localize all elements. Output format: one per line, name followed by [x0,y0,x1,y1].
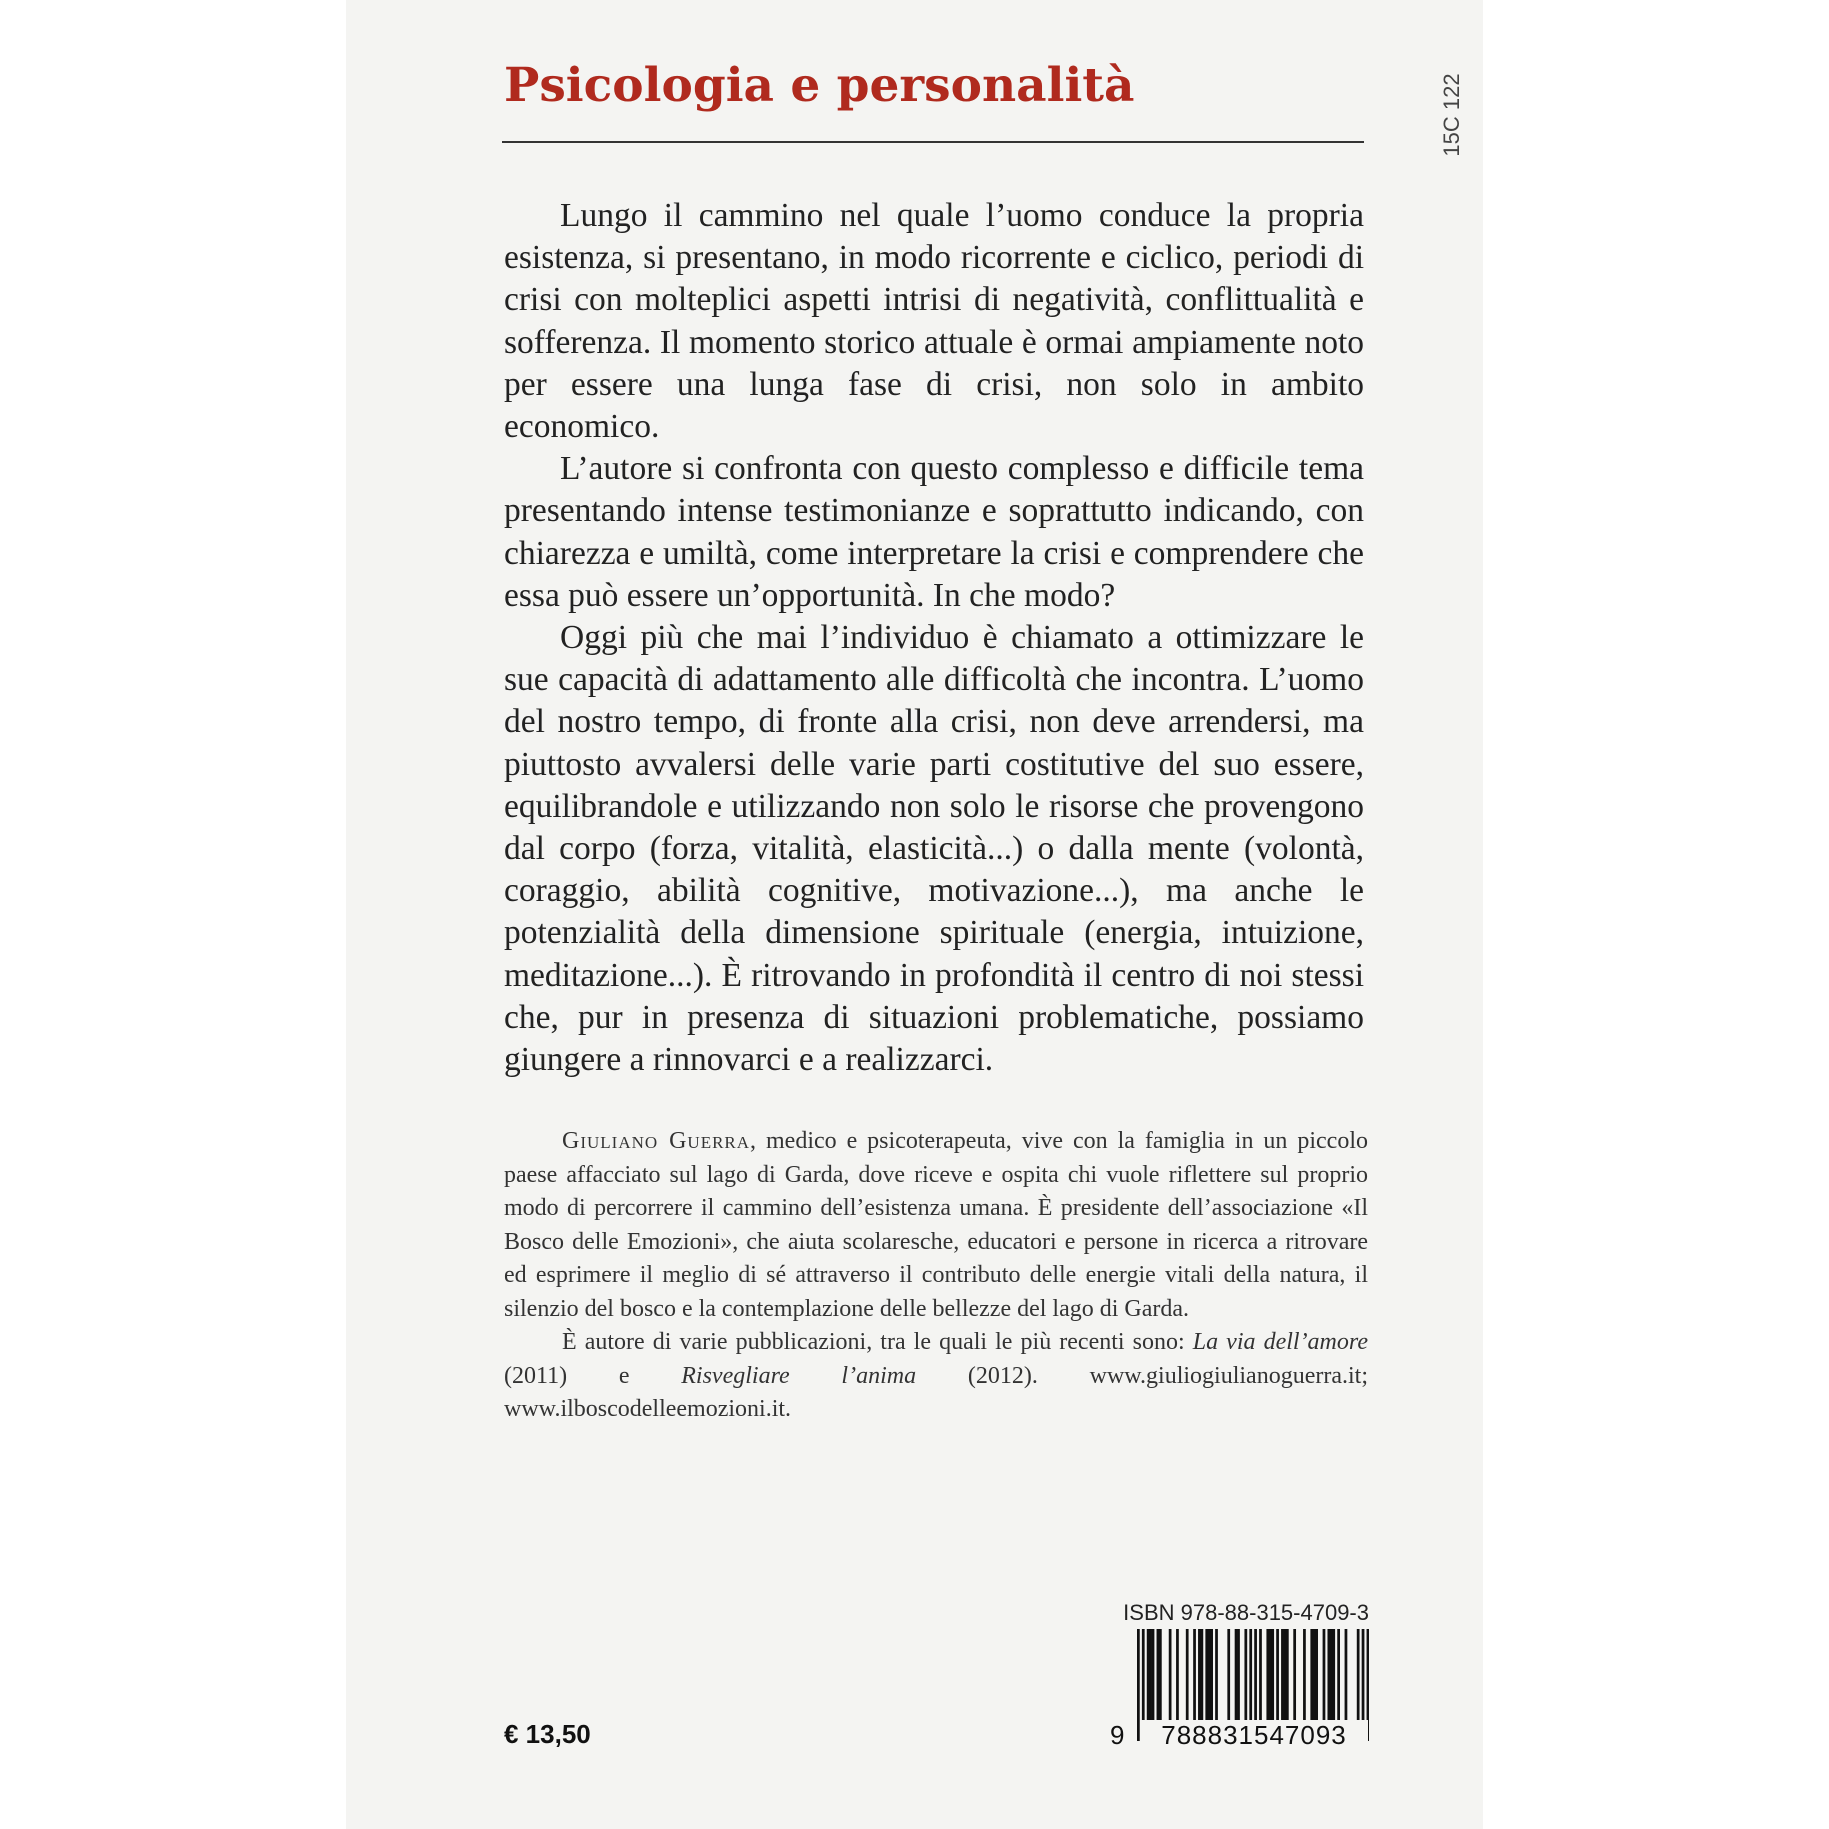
barcode-digit-string: 788831547093 [1140,1720,1368,1751]
description-paragraph-1: Lungo il cammino nel quale l’uomo conduce la propria esistenza, si presentano, in modo ricorrente e ciclico, periodi di crisi con molteplici aspetti intrisi di negatività, conflittualità e sofferenza. Il momento storico attuale è ormai ampiamente noto per essere una lunga fase di crisi, non solo in ambito economico. [504,197,1364,446]
barcode-bar [1357,1629,1360,1721]
author-name: Giuliano Guerra [562,1128,751,1154]
barcode-bar [1159,1629,1162,1721]
description-paragraph-3: Oggi più che mai l’individuo è chiamato a ottimizzare le sue capacità di adattamento alle difficoltà che incontra. L’uomo del nostro tempo, di fronte alla crisi, non deve arrendersi, ma piuttosto avvalersi delle varie parti costitutive del suo essere, equilibrandole e utilizzando non solo le risorse che provengono dal corpo (forza, vitalità, elasticità...) o dalla mente (volontà, coraggio, abilità cognitive, motivazione...), ma anche le potenzialità della dimensione spirituale (energia, intuizione, meditazione...). È ritrovando in profondità il centro di noi stessi che, pur in presenza di situazioni problematiche, possiamo giungere a rinnovarci e a realizzarci. [504,619,1364,1079]
barcode-bar [1315,1629,1318,1721]
barcode-bar [1208,1629,1211,1721]
barcode-bar [1330,1629,1333,1721]
price: € 13,50 [504,1719,591,1749]
barcode-bar [1200,1629,1203,1721]
barcode-bar [1198,1629,1201,1721]
book-title-2: Risvegliare l’anima [681,1362,917,1389]
barcode-bar [1237,1629,1240,1721]
barcode-bar [1271,1629,1274,1721]
barcode-bar [1149,1629,1152,1721]
barcode-bar [1186,1629,1189,1721]
author-bio-paragraph-1 [504,1125,1368,1326]
barcode-bar [1286,1629,1289,1721]
barcode-bar [1244,1629,1247,1721]
barcode-bar [1227,1629,1230,1721]
barcode-bar [1235,1629,1238,1721]
barcode-bar [1147,1629,1150,1721]
barcode-bar [1205,1629,1208,1721]
barcode-bar [1210,1629,1213,1721]
barcode-bar [1259,1629,1262,1721]
book-description [504,195,1364,1081]
publications-end: (2012). www.giuliogiulianoguerra.it; www.ilboscodelleemozioni.it. [504,1362,1369,1422]
barcode-bar [1157,1629,1160,1721]
barcode-bar [1327,1629,1330,1721]
barcode-bar [1169,1629,1172,1721]
barcode-bar [1266,1629,1269,1721]
barcode-bar [1332,1629,1335,1721]
book-series-title: Psicologia e personalità [504,58,1135,113]
book-title-1: La via dell’amore [1192,1329,1368,1355]
barcode-bar [1215,1629,1218,1721]
barcode-bar [1303,1629,1306,1721]
barcode-bar [1281,1629,1284,1721]
title-divider [502,141,1364,143]
publications-mid: (2011) e [504,1362,682,1389]
barcode-first-digit: 9 [1110,1720,1125,1750]
barcode-bar [1345,1629,1348,1721]
publications-intro: È autore di varie pubblicazioni, tra le quali le più recenti sono: [562,1329,1193,1355]
side-catalog-code [1437,60,1467,170]
barcode-bar [1193,1629,1196,1721]
barcode-bar [1337,1629,1340,1721]
author-bio-text: , medico e psicoterapeuta, vive con la famiglia in un piccolo paese affacciato sul lago di Garda, dove riceve e ospita chi vuole riflettere sul proprio modo di percorrere il cammino dell’esistenza umana. È presidente dell’associazione «Il Bosco delle Emozioni», che aiuta scolaresche, educatori e persone in ricerca a ritrovare ed esprimere il meglio di sé attraverso il contributo delle energie vitali della natura, il silenzio del bosco e la contemplazione delle bellezze del lago di Garda. [504,1128,1368,1322]
barcode-bar [1284,1629,1287,1721]
barcode-bar [1269,1629,1272,1721]
barcode-bar [1293,1629,1296,1721]
barcode-bar [1152,1629,1155,1721]
barcode-bar [1176,1629,1179,1721]
description-paragraph-2: L’autore si confronta con questo complesso e difficile tema presentando intense testimonianze e soprattutto indicando, con chiarezza e umiltà, come interpretare la crisi e comprendere che essa può essere un’opportunità. In che modo? [504,450,1364,614]
author-bio [504,1125,1368,1427]
isbn-label: ISBN 978-88-315-4709-3 [1123,1600,1369,1625]
side-catalog-code-text: 15C 122 [1439,73,1464,157]
barcode-bar [1276,1629,1279,1721]
barcode-bar [1313,1629,1316,1721]
barcode-bar [1310,1629,1313,1721]
barcode-bar [1323,1629,1326,1721]
author-bio-paragraph-2 [504,1326,1368,1427]
